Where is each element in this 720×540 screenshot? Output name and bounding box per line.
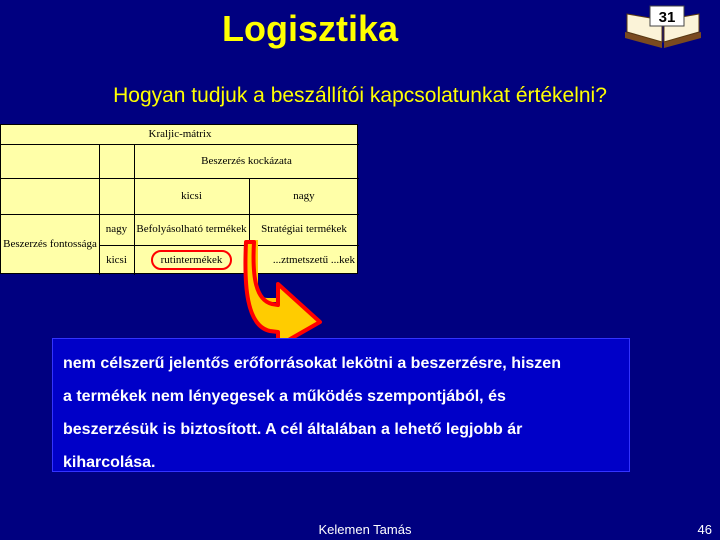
slide-title: Logisztika [221,8,399,49]
matrix-column-header: Beszerzés kockázata [201,154,292,167]
explanation-line-2: a termékek nem lényegesek a működés szempontjából, és [63,388,506,405]
matrix-row-high: nagy [105,223,128,236]
matrix-title: Kraljic-mátrix [148,128,212,141]
rutintermekek-highlight: rutintermékek [151,250,233,271]
matrix-col-low: kicsi [181,189,202,202]
explanation-line-3: beszerzésük is biztosított. A cél általában a lehető legjobb ár [63,421,523,438]
open-book-icon [622,4,704,50]
page-number: 46 [697,522,712,537]
badge-number: 31 [658,9,676,26]
explanation-line-4: kiharcolása. [63,454,156,471]
matrix-cell-high-high: Stratégiai termékek [261,223,347,236]
matrix-cell-low-high: ...ztmetszetű ...kek [272,253,355,266]
matrix-col-high: nagy [293,189,315,202]
curved-down-arrow-icon [238,240,358,350]
footer-author: Kelemen Tamás [318,522,412,537]
question-heading: Hogyan tudjuk a beszállítói kapcsolatunkat értékelni? [113,84,607,107]
explanation-line-1: nem célszerű jelentős erőforrásokat lekötni a beszerzésre, hiszen [63,355,561,372]
matrix-row-header: Beszerzés fontossága [3,238,97,251]
matrix-row-low: kicsi [106,253,127,266]
explanation-box [52,338,630,472]
matrix-cell-low-low [134,245,249,275]
matrix-cell-high-low: Befolyásolható termékek [136,223,247,236]
